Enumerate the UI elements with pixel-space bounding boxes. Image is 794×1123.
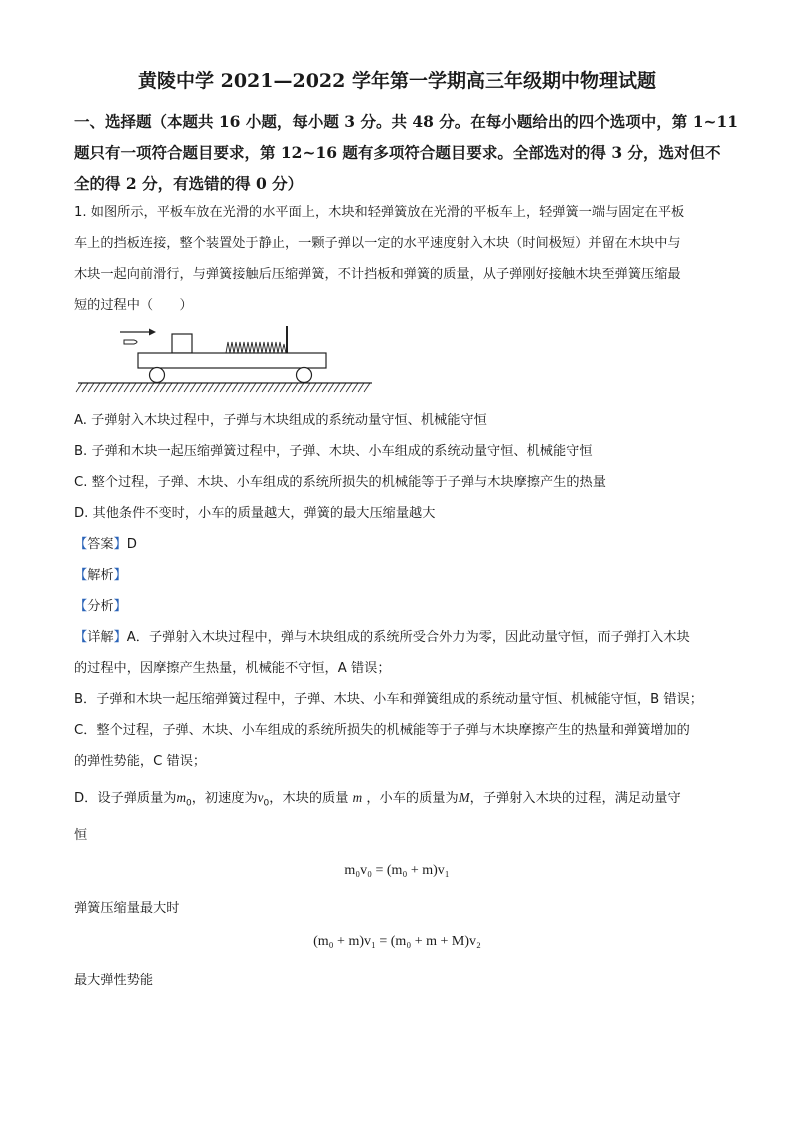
ground-hatch	[322, 383, 328, 392]
detail-text-line: 的过程中，因摩擦产生热量，机械能不守恒，A 错误；	[74, 661, 391, 676]
ground-hatch	[112, 383, 118, 392]
ground-hatch	[262, 383, 268, 392]
question-text-line: 车上的挡板连接，整个装置处于静止，一颗子弹以一定的水平速度射入木块（时间极短）并留在木块中与	[74, 236, 681, 251]
ground-hatch	[226, 383, 232, 392]
ground-hatch	[232, 383, 238, 392]
ground-hatch	[256, 383, 262, 392]
ground-hatch	[142, 383, 148, 392]
cart-wheel	[150, 368, 165, 383]
ground-hatch	[208, 383, 214, 392]
option-b: B. 子弹和木块一起压缩弹簧过程中，子弹、木块、小车组成的系统动量守恒、机械能守恒	[74, 444, 593, 459]
ground-hatch	[220, 383, 226, 392]
option-d: D. 其他条件不变时，小车的质量越大，弹簧的最大压缩量越大	[74, 506, 436, 521]
ground-hatch	[160, 383, 166, 392]
question-text-line: 1. 如图所示，平板车放在光滑的水平面上，木块和轻弹簧放在光滑的平板车上，轻弹簧一端与固定在平板	[74, 205, 685, 220]
section-header	[74, 106, 739, 199]
detail-text-line: 最大弹性势能	[74, 973, 154, 988]
section-header-line: 全的得 2 分，有选错的得 0 分）	[74, 174, 304, 193]
option-a: A. 子弹射入木块过程中，子弹与木块组成的系统动量守恒、机械能守恒	[74, 413, 487, 428]
ground-hatch	[94, 383, 100, 392]
ground-hatch	[358, 383, 364, 392]
ground-hatch	[364, 383, 370, 392]
ground-hatch	[286, 383, 292, 392]
subscript: 0	[263, 798, 270, 809]
ground-hatch	[334, 383, 340, 392]
wooden-block	[172, 334, 192, 353]
ground-hatch	[136, 383, 142, 392]
ground-hatch	[274, 383, 280, 392]
ground-hatch	[178, 383, 184, 392]
detail-text-line: 恒	[74, 828, 88, 843]
ground-hatch	[82, 383, 88, 392]
detail-text: A．子弹射入木块过程中，弹与木块组成的系统所受合外力为零，因此动量守恒，而子弹打入木块	[126, 630, 690, 645]
ground-hatch	[130, 383, 136, 392]
ground-hatch	[292, 383, 298, 392]
ground-hatch	[88, 383, 94, 392]
symbol-v: v	[257, 790, 264, 805]
detail-text-line: C．整个过程，子弹、木块、小车组成的系统所损失的机械能等于子弹与木块摩擦产生的热量和弹簧增加的	[74, 723, 690, 738]
ground-hatch	[100, 383, 106, 392]
answer-line: 【答案】D	[74, 537, 137, 552]
ground-hatch	[214, 383, 220, 392]
ground-hatch	[172, 383, 178, 392]
ground-hatch	[196, 383, 202, 392]
question-text-line: 短的过程中（ ）	[74, 298, 193, 313]
symbol-m: m	[352, 790, 363, 805]
equation-momentum-1: m₀v₀ = (m₀ + m)v₁	[344, 863, 450, 878]
velocity-arrowhead	[149, 329, 156, 336]
answer-label: 答案	[87, 537, 114, 552]
symbol-M: M	[458, 790, 470, 805]
analysis-heading: 【解析】	[74, 568, 127, 583]
ground-hatch	[184, 383, 190, 392]
section-header-line: 题只有一项符合题目要求，第 12~16 题有多项符合题目要求。全部选对的得 3 分，选对但不	[74, 143, 721, 162]
ground-hatch	[346, 383, 352, 392]
ground-hatch	[298, 383, 304, 392]
ground-hatch	[154, 383, 160, 392]
symbol-m: m	[176, 790, 186, 805]
d-text: ，子弹射入木块的过程，满足动量守	[469, 791, 681, 806]
ground-hatch	[106, 383, 112, 392]
question-text-line: 木块一起向前滑行，与弹簧接触后压缩弹簧，不计挡板和弹簧的质量，从子弹刚好接触木块至弹簧压缩最	[74, 267, 681, 282]
ground-hatch	[268, 383, 274, 392]
cart-spring-figure	[74, 322, 374, 398]
section-header-line: 一、选择题（本题共 16 小题，每小题 3 分。共 48 分。在每小题给出的四个选项中，第 1~11	[74, 112, 739, 131]
detail-d-line	[74, 788, 681, 814]
ground-hatch	[148, 383, 154, 392]
detail-label: 详解	[87, 630, 114, 645]
ground-hatch	[118, 383, 124, 392]
bullet	[124, 340, 137, 344]
answer-value: D	[126, 537, 137, 552]
detail-text-line: 弹簧压缩量最大时	[74, 901, 180, 916]
ground-hatch	[202, 383, 208, 392]
detail-text-line: 的弹性势能，C 错误；	[74, 754, 207, 769]
option-c: C. 整个过程，子弹、木块、小车组成的系统所损失的机械能等于子弹与木块摩擦产生的热量	[74, 475, 606, 490]
d-text: D．设子弹质量为	[74, 791, 177, 806]
fenxi-label: 分析	[87, 599, 114, 614]
cart-board	[138, 353, 326, 368]
ground-hatch	[244, 383, 250, 392]
ground-hatch	[310, 383, 316, 392]
analysis-label: 解析	[87, 568, 114, 583]
ground-hatch	[124, 383, 130, 392]
ground-hatch	[316, 383, 322, 392]
detail-text-line: B．子弹和木块一起压缩弹簧过程中，子弹、木块、小车和弹簧组成的系统动量守恒、机械能守恒，B 错误；	[74, 692, 703, 707]
equation-momentum-2: (m₀ + m)v₁ = (m₀ + m + M)v₂	[313, 934, 481, 949]
ground-hatch	[76, 383, 82, 392]
ground-hatch	[166, 383, 172, 392]
cart-wheel	[297, 368, 312, 383]
ground-hatch	[340, 383, 346, 392]
d-text: ，初速度为	[191, 791, 258, 806]
subscript: 0	[186, 798, 192, 809]
spring	[226, 342, 286, 353]
ground-hatch	[352, 383, 358, 392]
ground-hatch	[328, 383, 334, 392]
ground-hatch	[238, 383, 244, 392]
ground-hatch	[280, 383, 286, 392]
fenxi-heading: 【分析】	[74, 599, 127, 614]
exam-title: 黄陵中学 2021—2022 学年第一学期高三年级期中物理试题	[138, 70, 656, 92]
ground-hatch	[250, 383, 256, 392]
d-text: ，小车的质量为	[366, 791, 459, 806]
d-text: ，木块的质量	[269, 791, 349, 806]
detail-line: 【详解】A．子弹射入木块过程中，弹与木块组成的系统所受合外力为零，因此动量守恒，而子弹打入木块	[74, 630, 690, 645]
ground-hatch	[190, 383, 196, 392]
ground-hatch	[304, 383, 310, 392]
